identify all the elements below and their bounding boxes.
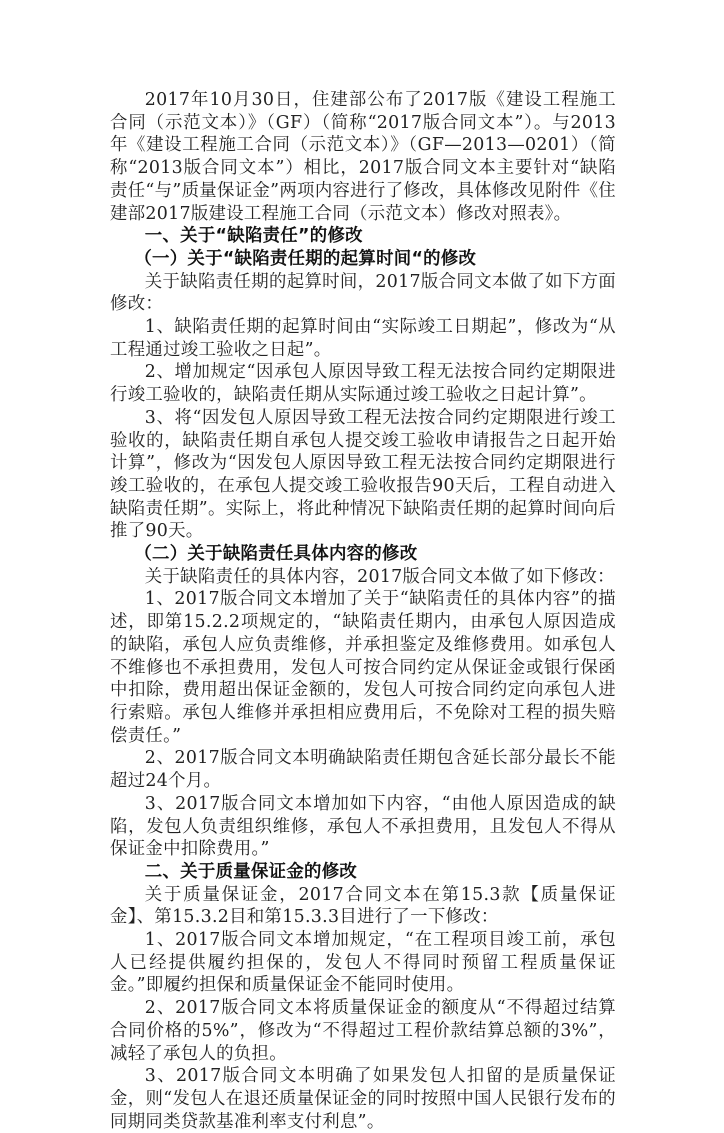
paragraph: 1、缺陷责任期的起算时间由“实际竣工日期起”，修改为“从工程通过竣工验收之日起”。 [110, 317, 616, 360]
paragraph: 关于缺陷责任期的起算时间，2017版合同文本做了如下方面修改： [110, 271, 616, 315]
document-page [110, 89, 616, 1133]
paragraph: 3、将“因发包人原因导致工程无法按合同约定期限进行竣工验收的，缺陷责任期自承包人提交竣工验收申请报告之日起开始计算”，修改为“因发包人原因导致工程无法按合同约定期限进行竣工验收的，在承包人提交竣工验收报告90天后，工程自动进入缺陷责任期”。实际上，将此种情况下缺陷责任期的起算时间向后推了90天。 [110, 407, 616, 542]
paragraph-intro: 2017年10月30日，住建部公布了2017版《建设工程施工合同（示范文本）》（GF）（简称“2017版合同文本”）。与2013年《建设工程施工合同（示范文本）》（GF—2013—0201）（简称“2013版合同文本”）相比，2017版合同文本主要针对“缺陷责任“与”质量保证金”两项内容进行了修改，具体修改见附件《住建部2017版建设工程施工合同（示范文本）修改对照表》。 [110, 90, 616, 224]
paragraph: 3、2017版合同文本明确了如果发包人扣留的是质量保证金，则“发包人在退还质量保证金的同时按照中国人民银行发布的同期同类贷款基准利率支付利息”。 [110, 1066, 616, 1132]
paragraph: 1、2017版合同文本增加了关于“缺陷责任的具体内容”的描述，即第15.2.2项规定的，“缺陷责任期内，由承包人原因造成的缺陷，承包人应负责维修，并承担鉴定及维修费用。如承包人不维修也不承担费用，发包人可按合同约定从保证金或银行保函中扣除，费用超出保证金额的，发包人可按合同约定向承包人进行索赔。承包人维修并承担相应费用后，不免除对工程的损失赔偿责任。” [110, 589, 616, 746]
paragraph: 关于缺陷责任的具体内容，2017版合同文本做了如下修改： [144, 566, 615, 587]
paragraph: 2、2017版合同文本将质量保证金的额度从“不得超过结算合同价格的5%”，修改为“不得超过工程价款结算总额的3%”，减轻了承包人的负担。 [110, 998, 616, 1064]
paragraph: 1、2017版合同文本增加规定，“在工程项目竣工前，承包人已经提供履约担保的，发包人不得同时预留工程质量保证金。”即履约担保和质量保证金不能同时使用。 [110, 930, 616, 996]
paragraph: 3、2017版合同文本增加如下内容，“由他人原因造成的缺陷，发包人负责组织维修，承包人不承担费用，且发包人不得从保证金中扣除费用。” [110, 793, 616, 860]
paragraph: 2、增加规定“因承包人原因导致工程无法按合同约定期限进行竣工验收的，缺陷责任期从实际通过竣工验收之日起计算”。 [110, 362, 616, 406]
subsection-heading-1-2: （二）关于缺陷责任具体内容的修改 [134, 544, 418, 565]
paragraph: 关于质量保证金，2017合同文本在第15.3款【质量保证金】、第15.3.2目和第15.3.3目进行了一下修改： [110, 884, 616, 928]
subsection-heading-1-1: （一）关于“缺陷责任期的起算时间“的修改 [134, 248, 477, 269]
section-heading-2: 二、关于质量保证金的修改 [144, 861, 358, 882]
paragraph: 2、2017版合同文本明确缺陷责任期包含延长部分最长不能超过24个月。 [110, 748, 616, 792]
section-heading-1: 一、关于“缺陷责任”的修改 [144, 226, 363, 247]
